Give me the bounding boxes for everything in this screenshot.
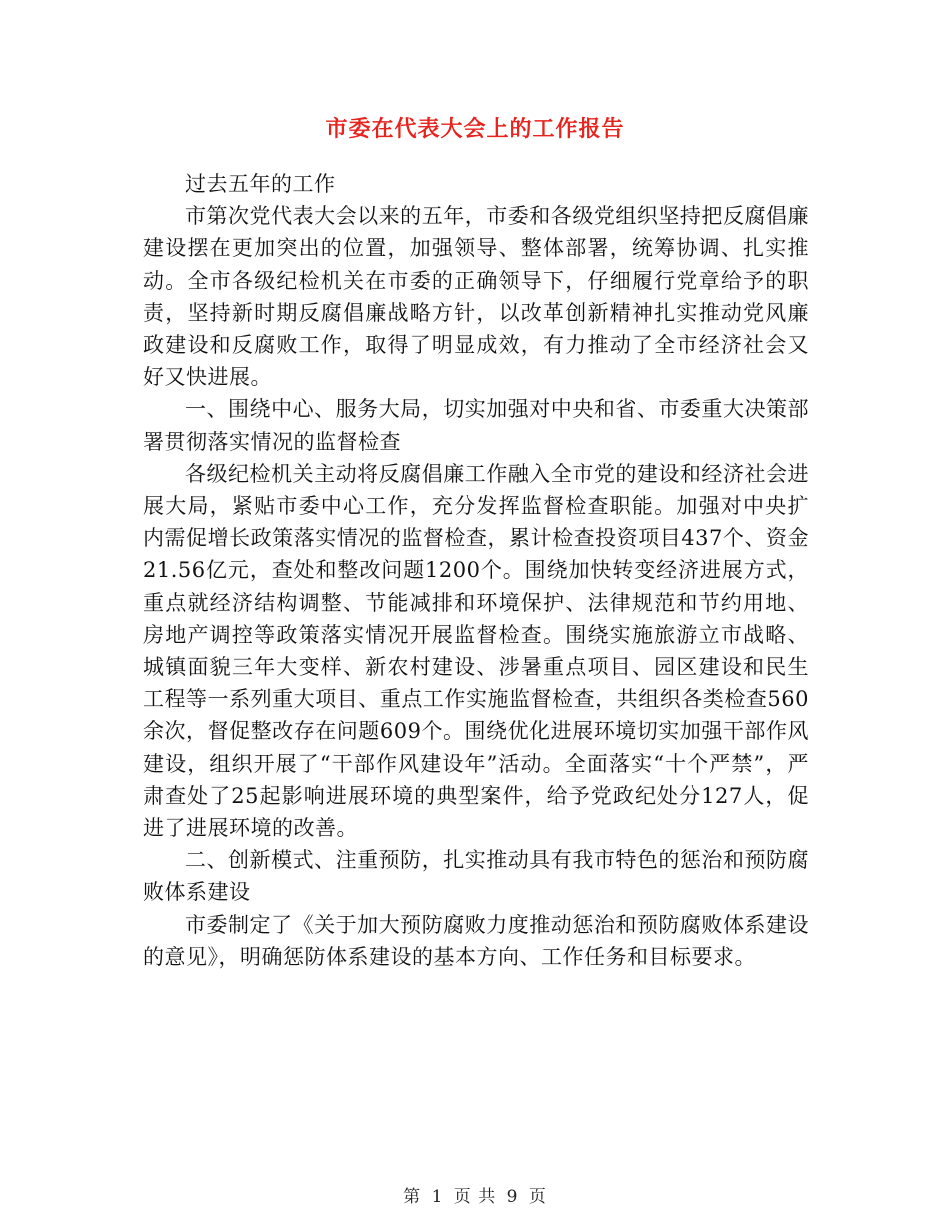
paragraph-intro: 市第次党代表大会以来的五年，市委和各级党组织坚持把反腐倡廉建设摆在更加突出的位置，加强领导、整体部署，统筹协调、扎实推动。全市各级纪检机关在市委的正确领导下，仔细履行党章给予的职责，坚持新时期反腐倡廉战略方针，以改革创新精神扎实推动党风廉政建设和反腐败工作，取得了明显成效，有力推动了全市经济社会又好又快进展。 xyxy=(143,204,809,390)
footer-total-pages: 9 xyxy=(506,1187,519,1207)
footer-suffix: 页 xyxy=(528,1187,547,1207)
footer-middle: 页 共 xyxy=(453,1187,497,1207)
page-footer xyxy=(0,1182,950,1207)
paragraph-supervision: 各级纪检机关主动将反腐倡廉工作融入全市党的建设和经济社会进展大局，紧贴市委中心工作，充分发挥监督检查职能。加强对中央扩内需促增长政策落实情况的监督检查，累计检查投资项目437个、资金21.56亿元，查处和整改问题1200个。围绕加快转变经济进展方式，重点就经济结构调整、节能减排和环境保护、法律规范和节约用地、房地产调控等政策落实情况开展监督检查。围绕实施旅游立市战略、城镇面貌三年大变样、新农村建设、涉暑重点项目、园区建设和民生工程等一系列重大项目、重点工作实施监督检查，共组织各类检查560余次，督促整改存在问题609个。围绕优化进展环境切实加强干部作风建设，组织开展了“干部作风建设年”活动。全面落实“十个严禁”，严肃查处了25起影响进展环境的典型案件，给予党政纪处分127人，促进了进展环境的改善。 xyxy=(143,461,809,841)
paragraph-heading-two: 二、创新模式、注重预防，扎实推动具有我市特色的惩治和预防腐败体系建设 xyxy=(143,848,809,905)
paragraph-section-heading: 过去五年的工作 xyxy=(185,172,336,196)
footer-prefix: 第 xyxy=(403,1187,422,1207)
document-body xyxy=(143,168,809,973)
paragraph-prevention: 市委制定了《关于加大预防腐败力度推动惩治和预防腐败体系建设的意见》，明确惩防体系建设的基本方向、工作任务和目标要求。 xyxy=(143,912,809,969)
footer-current-page: 1 xyxy=(431,1187,444,1207)
paragraph-heading-one: 一、围绕中心、服务大局，切实加强对中央和省、市委重大决策部署贯彻落实情况的监督检查 xyxy=(143,397,809,454)
document-title: 市委在代表大会上的工作报告 xyxy=(325,117,625,142)
